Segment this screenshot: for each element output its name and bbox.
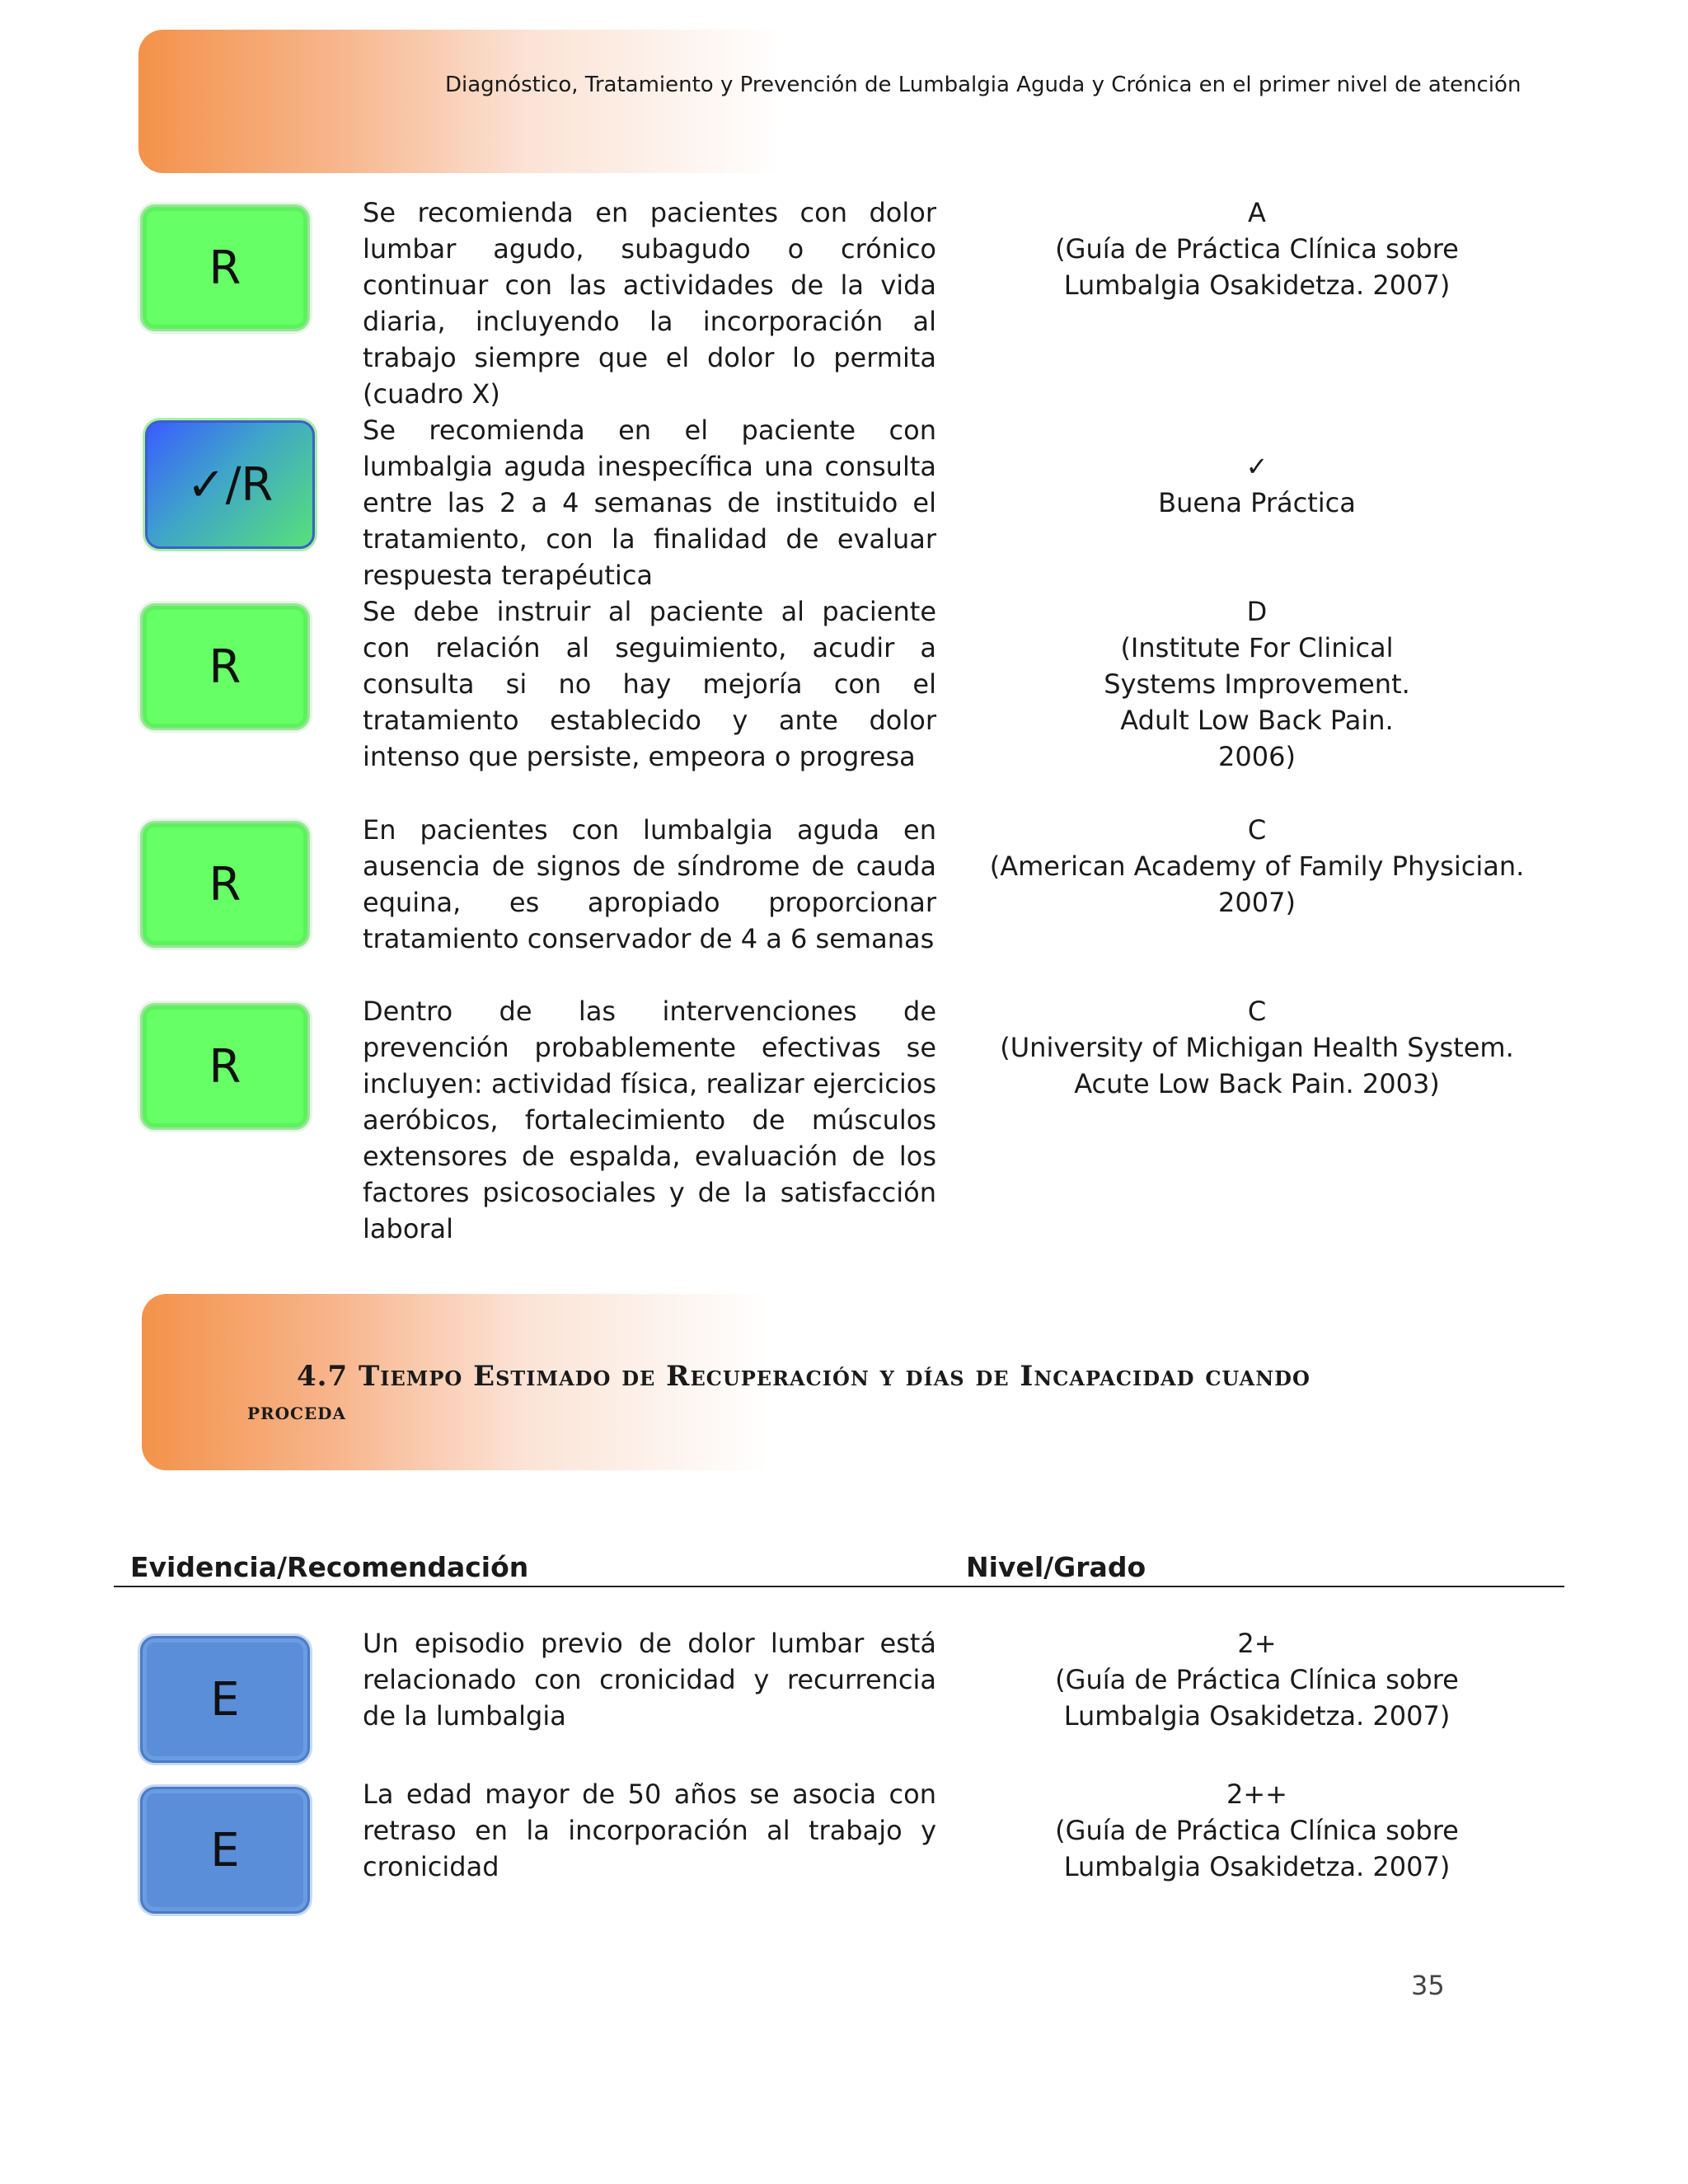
source-citation: (University of Michigan Health System. Acute Low Back Pain. 2003) xyxy=(1000,1032,1514,1099)
recommendation-text: Se debe instruir al paciente al paciente con relación al seguimiento, acudir a consulta si no hay mejoría con el tratamiento establecido y ante dolor intenso que persiste, empeora o progresa xyxy=(363,596,936,772)
recommendation-badge: R xyxy=(140,603,310,730)
source-citation: (Guía de Práctica Clínica sobre Lumbalgia Osakidetza. 2007) xyxy=(1055,1815,1459,1882)
source-citation: (American Academy of Family Physician. 2007) xyxy=(989,851,1525,918)
grade-label: 2+ xyxy=(1237,1628,1277,1659)
grade-label: 2++ xyxy=(1226,1779,1287,1810)
recommendation-text: En pacientes con lumbalgia aguda en ausencia de signos de síndrome de cauda equina, es apropiado proporcionar tratamiento conservador de 4 a 6 semanas xyxy=(363,814,936,954)
recommendation-level xyxy=(973,448,1541,521)
recommendation-level xyxy=(973,194,1541,303)
column-header-evidence: Evidencia/Recomendación xyxy=(130,1551,529,1583)
evidence-badge: E xyxy=(140,1636,310,1763)
grade-label: C xyxy=(1247,996,1267,1027)
recommendation-text: Se recomienda en pacientes con dolor lumbar agudo, subagudo o crónico continuar con las actividades de la vida diaria, incluyendo la incorporación al trabajo siempre que el dolor lo permita (cuadro X) xyxy=(363,197,936,410)
source-citation: Buena Práctica xyxy=(1158,487,1356,518)
grade-label: A xyxy=(1248,197,1266,228)
evidence-text: Un episodio previo de dolor lumbar está relacionado con cronicidad y recurrencia de la lumbalgia xyxy=(363,1628,936,1732)
evidence-text: La edad mayor de 50 años se asocia con retraso en la incorporación al trabajo y cronicidad xyxy=(363,1779,936,1882)
recommendation-level xyxy=(973,812,1541,921)
good-practice-badge: ✓/R xyxy=(145,420,315,549)
evidence-level xyxy=(973,1625,1541,1734)
grade-label: D xyxy=(1246,596,1268,627)
recommendation-badge: R xyxy=(140,1003,310,1130)
grade-label: C xyxy=(1247,814,1267,846)
document-title: Diagnóstico, Tratamiento y Prevención de Lumbalgia Aguda y Crónica en el primer nivel de atención xyxy=(445,73,1522,97)
page-number: 35 xyxy=(1411,1970,1445,2001)
recommendation-badge: R xyxy=(140,821,310,948)
section-heading xyxy=(140,1360,1541,1425)
source-citation: (Guía de Práctica Clínica sobre Lumbalgia Osakidetza. 2007) xyxy=(1055,233,1459,301)
table-header xyxy=(114,1549,1564,1587)
evidence-badge: E xyxy=(140,1787,310,1914)
recommendation-text: Se recomienda en el paciente con lumbalgia aguda inespecífica una consulta entre las 2 a 4 semanas de instituido el tratamiento, con la finalidad de evaluar respuesta terapéutica xyxy=(363,415,936,591)
evidence-level xyxy=(973,1776,1541,1885)
check-icon: ✓ xyxy=(1245,451,1268,482)
section-heading-line2: proceda xyxy=(246,1398,347,1425)
recommendation-level xyxy=(973,993,1541,1102)
recommendation-level xyxy=(973,593,1541,775)
recommendation-text: Dentro de las intervenciones de prevención probablemente efectivas se incluyen: actividad física, realizar ejercicios aeróbicos, fortalecimiento de músculos extensores de espalda, evaluación de los factores psicosociales y de la satisfacción laboral xyxy=(363,996,936,1244)
section-heading-line1: 4.7 Tiempo Estimado de Recuperación y días de Incapacidad cuando xyxy=(297,1360,1311,1393)
recommendation-badge: R xyxy=(140,204,310,331)
source-citation: (Guía de Práctica Clínica sobre Lumbalgia Osakidetza. 2007) xyxy=(1055,1664,1459,1732)
source-citation: (Institute For Clinical Systems Improvement. Adult Low Back Pain. 2006) xyxy=(1104,632,1410,772)
column-header-level: Nivel/Grado xyxy=(966,1551,1146,1583)
header-banner xyxy=(138,30,781,173)
